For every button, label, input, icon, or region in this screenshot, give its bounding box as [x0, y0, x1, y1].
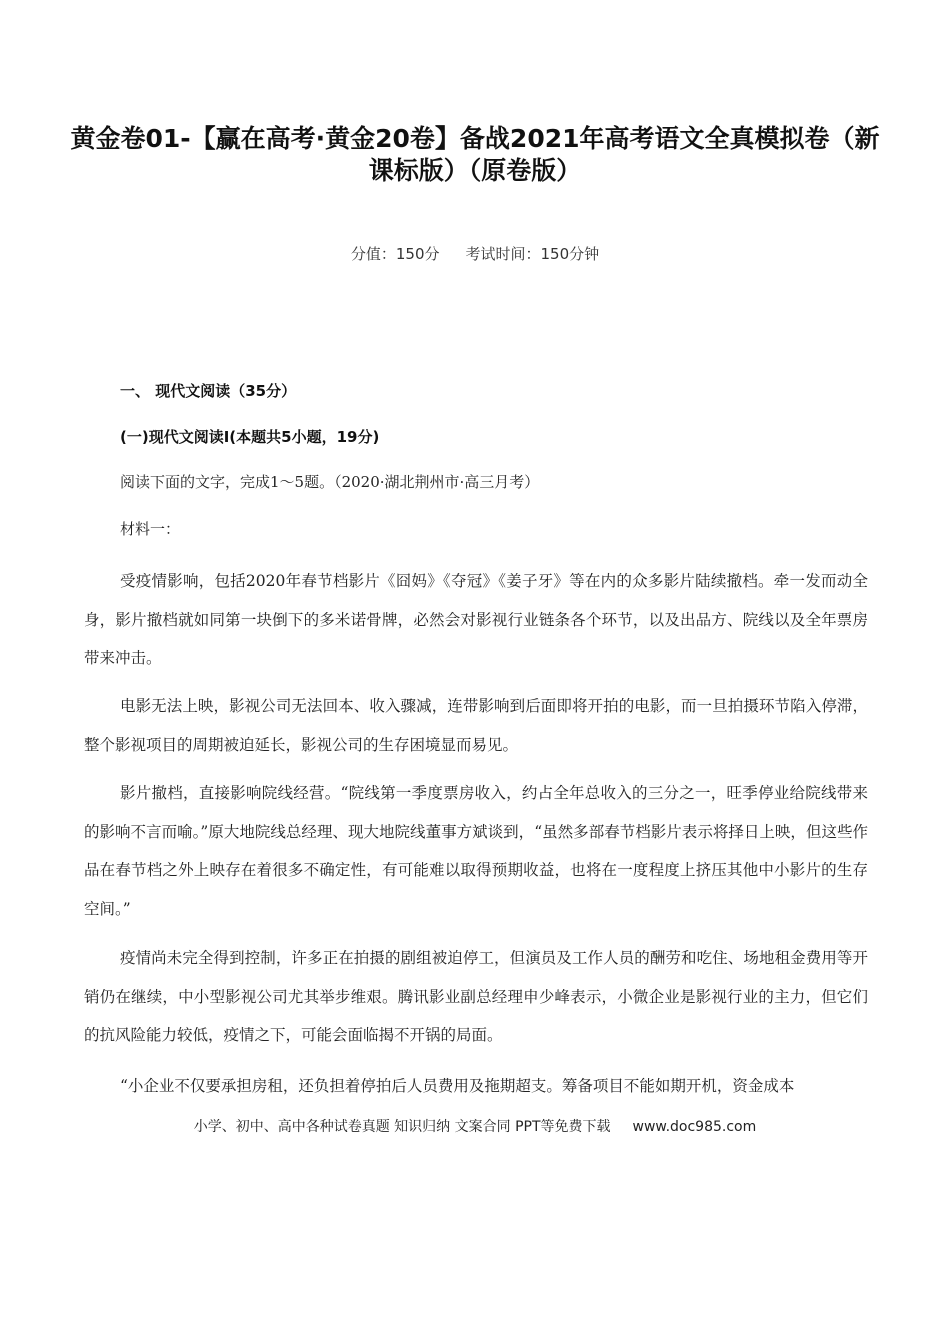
footer-text: 小学、初中、高中各种试卷真题 知识归纳 文案合同 PPT等免费下载: [193, 1119, 611, 1135]
reading-instruction: 阅读下面的文字，完成1～5题。（2020·湖北荆州市·高三月考）: [120, 473, 540, 491]
material-label: 材料一：: [120, 520, 181, 538]
paragraph-4: 疫情尚未完全得到控制，许多正在拍摄的剧组被迫停工，但演员及工作人员的酬劳和吃住、场地租金费用等开销仍在继续，中小型影视公司尤其举步维艰。腾讯影业副总经理申少峰表示，小微企业是影视行业的主力，但它们的抗风险能力较低，疫情之下，可能会面临揭不开锅的局面。: [84, 949, 868, 1044]
footer-url[interactable]: www.doc985.com: [632, 1119, 757, 1135]
paragraph-5: “小企业不仅要承担房租，还负担着停拍后人员费用及拖期超支。筹备项目不能如期开机，资金成本: [120, 1077, 795, 1095]
paragraph-3: 影片撤档，直接影响院线经营。“院线第一季度票房收入，约占全年总收入的三分之一，旺季停业给院线带来的影响不言而喻。”原大地院线总经理、现大地院线董事方斌谈到，“虽然多部春节档影片表示将择日上映，但这些作品在春节档之外上映存在着很多不确定性，有可能难以取得预期收益，也将在一度程度上挤压其他中小影片的生存空间。”: [84, 784, 868, 918]
score-info: 分值：150分: [350, 245, 440, 263]
paragraph-2: 电影无法上映，影视公司无法回本、收入骤减，连带影响到后面即将开拍的电影，而一旦拍摄环节陷入停滞，整个影视项目的周期被迫延长，影视公司的生存困境显而易见。: [84, 697, 868, 754]
exam-meta: [0, 243, 950, 264]
paragraph-1: 受疫情影响，包括2020年春节档影片《囧妈》《夺冠》《姜子牙》等在内的众多影片陆续撤档。牵一发而动全身，影片撤档就如同第一块倒下的多米诺骨牌，必然会对影视行业链条各个环节，以及出品方、院线以及全年票房带来冲击。: [84, 572, 868, 667]
page-footer: [0, 1116, 950, 1136]
time-info: 考试时间：150分钟: [465, 245, 600, 263]
section-heading: 一、 现代文阅读（35分）: [120, 382, 297, 400]
subsection-heading: (一)现代文阅读Ⅰ(本题共5小题，19分): [120, 428, 380, 446]
document-title-line1: 黄金卷01-【赢在高考·黄金20卷】备战2021年高考语文全真模拟卷（新: [70, 124, 880, 153]
document-title-line2: 课标版）（原卷版）: [368, 156, 582, 185]
